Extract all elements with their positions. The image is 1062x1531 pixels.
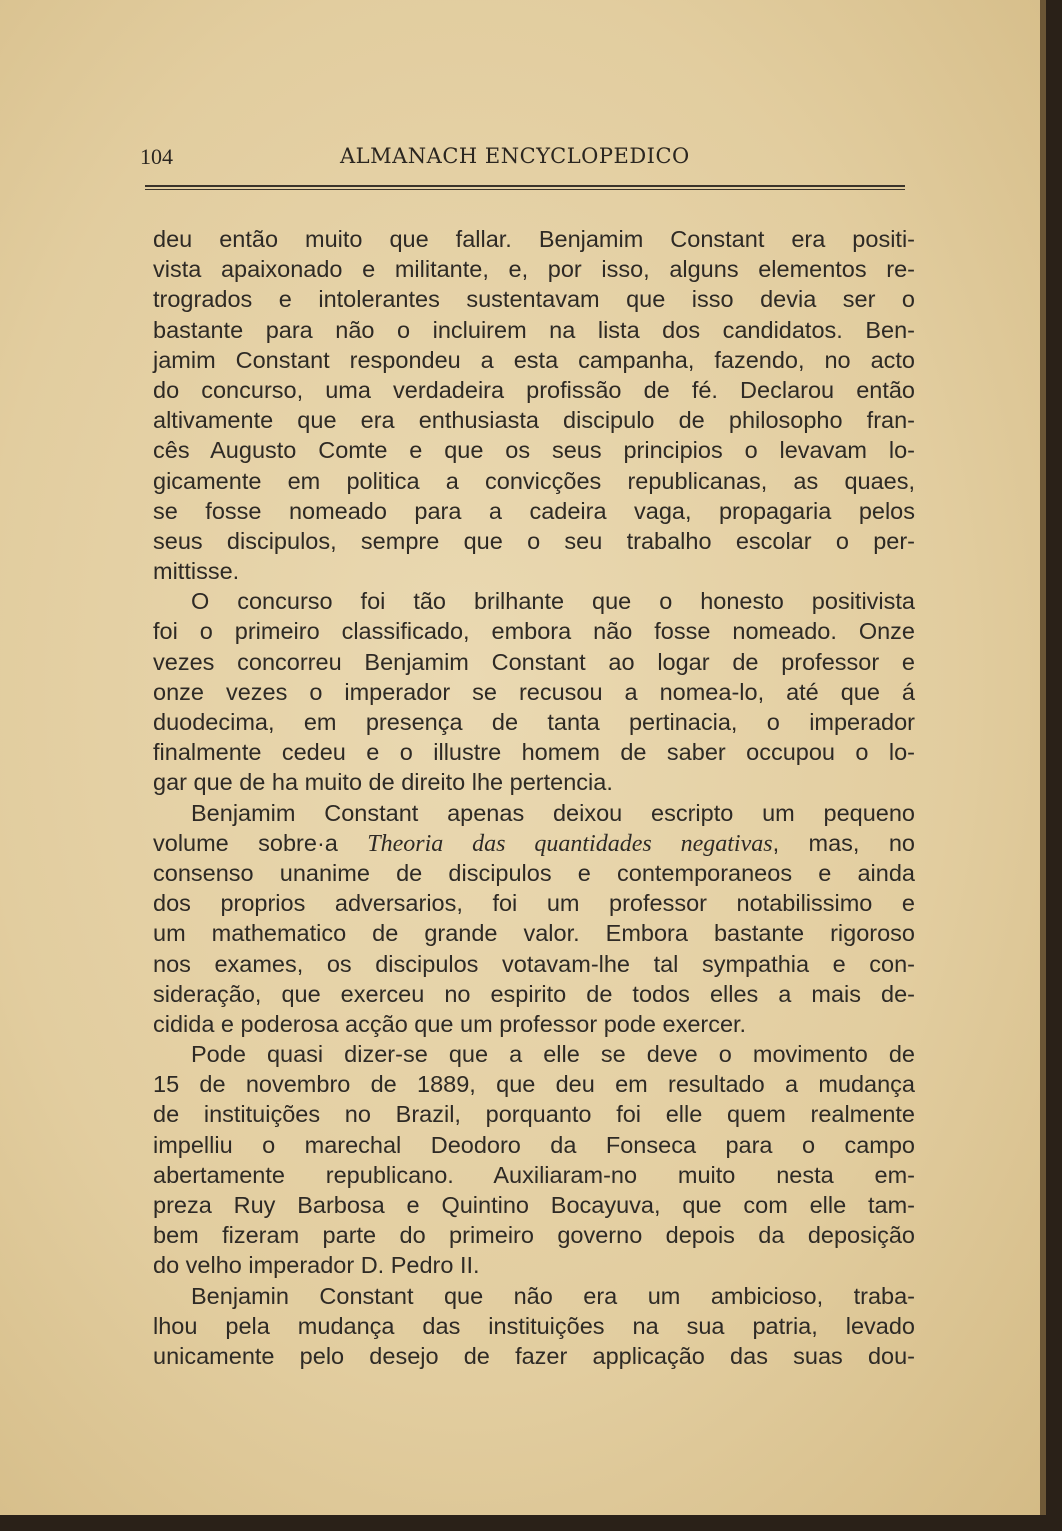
text-line-content: cidida e poderosa acção que um professor pode exercer. [153, 1010, 747, 1037]
text-line [153, 979, 915, 1009]
text-line-content: jamim Constant respondeu a esta campanha, fazendo, no acto [153, 346, 915, 373]
text-line [153, 224, 915, 254]
text-line [153, 1250, 915, 1280]
text-line [153, 1281, 915, 1311]
text-line [153, 405, 915, 435]
text-line-content: 15 de novembro de 1889, que deu em resultado a mudança [153, 1071, 915, 1098]
text-line-content: deu então muito que fallar. Benjamim Constant era positi- [153, 226, 915, 252]
text-line-content: gicamente em politica a convicções republicanas, as quaes, [153, 467, 915, 494]
text-line-content: Benjamim Constant apenas deixou escripto um pequeno [191, 799, 915, 826]
text-line [153, 496, 915, 526]
text-line [153, 1311, 915, 1341]
text-line [153, 798, 915, 828]
text-line [153, 949, 915, 979]
text-line-content: vista apaixonado e militante, e, por isso, alguns elementos re- [153, 256, 915, 283]
text-line [153, 767, 915, 797]
text-line [153, 828, 915, 858]
text-line-content: lhou pela mudança das instituições na sua patria, levado [153, 1312, 915, 1339]
book-title-italic: Theoria das quantidades negativas [367, 830, 773, 857]
text-line [153, 1190, 915, 1220]
text-line [153, 586, 915, 616]
text-line [153, 435, 915, 465]
text-line-content: O concurso foi tão brilhante que o honesto positivista [191, 588, 915, 615]
text-line-content: dos proprios adversarios, foi um professor notabilissimo e [153, 890, 915, 917]
page-number: 104 [140, 144, 173, 169]
text-line-content: volume sobre·a [153, 829, 368, 856]
text-line [153, 1341, 915, 1371]
text-line [153, 1160, 915, 1190]
text-line-content: unicamente pelo desejo de fazer applicação das suas dou- [153, 1342, 915, 1369]
text-line [153, 888, 915, 918]
text-line-content: bem fizeram parte do primeiro governo depois da deposição [153, 1222, 915, 1249]
text-line-content: trogrados e intolerantes sustentavam que isso devia ser o [153, 286, 915, 313]
text-line-content: impelliu o marechal Deodoro da Fonseca para o campo [153, 1131, 915, 1158]
text-line-content: de instituições no Brazil, porquanto foi elle quem realmente [153, 1101, 915, 1128]
text-line [153, 707, 915, 737]
text-line-content: bastante para não o incluirem na lista dos candidatos. Ben- [153, 316, 915, 343]
text-line-content: mittisse. [153, 558, 240, 585]
text-line-content: um mathematico de grande valor. Embora bastante rigoroso [153, 920, 915, 947]
text-line [153, 526, 915, 556]
text-line [153, 466, 915, 496]
text-line [153, 1099, 915, 1129]
header-rule-thin [145, 189, 905, 190]
text-line [153, 647, 915, 677]
text-line-content: nos exames, os discipulos votavam-lhe tal sympathia e con- [153, 950, 915, 977]
running-title: ALMANACH ENCYCLOPEDICO [340, 144, 690, 168]
text-line-content: sideração, que exerceu no espirito de todos elles a mais de- [153, 980, 915, 1007]
text-line-content: finalmente cedeu e o illustre homem de saber occupou o lo- [153, 739, 915, 766]
text-line [153, 858, 915, 888]
text-line-content: vezes concorreu Benjamim Constant ao logar de professor e [153, 648, 915, 675]
text-line [153, 616, 915, 646]
header-rule [145, 185, 905, 187]
text-line [153, 677, 915, 707]
text-line [153, 556, 915, 586]
text-line-content: cês Augusto Comte e que os seus principios o levavam lo- [153, 437, 915, 464]
text-line-content: seus discipulos, sempre que o seu trabalho escolar o per- [153, 527, 915, 554]
text-line [153, 1069, 915, 1099]
text-line [153, 315, 915, 345]
text-line [153, 1009, 915, 1039]
text-line [153, 254, 915, 284]
text-line [153, 1039, 915, 1069]
text-line-content: onze vezes o imperador se recusou a nomea-lo, até que á [153, 678, 915, 705]
text-line-content: altivamente que era enthusiasta discipulo de philosopho fran- [153, 407, 915, 434]
text-line-content: gar que de ha muito de direito lhe pertencia. [153, 769, 613, 796]
body-text [153, 224, 915, 1371]
text-line-content: abertamente republicano. Auxiliaram-no muito nesta em- [153, 1161, 915, 1188]
text-line [153, 1130, 915, 1160]
text-line-content: do concurso, uma verdadeira profissão de fé. Declarou então [153, 376, 915, 403]
text-line [153, 1220, 915, 1250]
text-line [153, 284, 915, 314]
text-line-content: preza Ruy Barbosa e Quintino Bocayuva, que com elle tam- [153, 1192, 915, 1218]
text-line-continuation: , mas, no [772, 829, 915, 856]
text-line-content: foi o primeiro classificado, embora não fosse nomeado. Onze [153, 618, 915, 645]
text-line-content: Benjamin Constant que não era um ambicioso, traba- [191, 1282, 915, 1309]
text-line-content: se fosse nomeado para a cadeira vaga, propagaria pelos [153, 497, 915, 524]
text-line [153, 918, 915, 948]
running-header [140, 144, 905, 174]
text-line-content: Pode quasi dizer-se que a elle se deve o movimento de [191, 1041, 915, 1068]
text-line-content: consenso unanime de discipulos e contemporaneos e ainda [153, 859, 915, 886]
text-line [153, 737, 915, 767]
text-line [153, 375, 915, 405]
text-line [153, 345, 915, 375]
text-line-content: do velho imperador D. Pedro II. [153, 1252, 480, 1279]
text-line-content: duodecima, em presença de tanta pertinacia, o imperador [153, 709, 915, 735]
